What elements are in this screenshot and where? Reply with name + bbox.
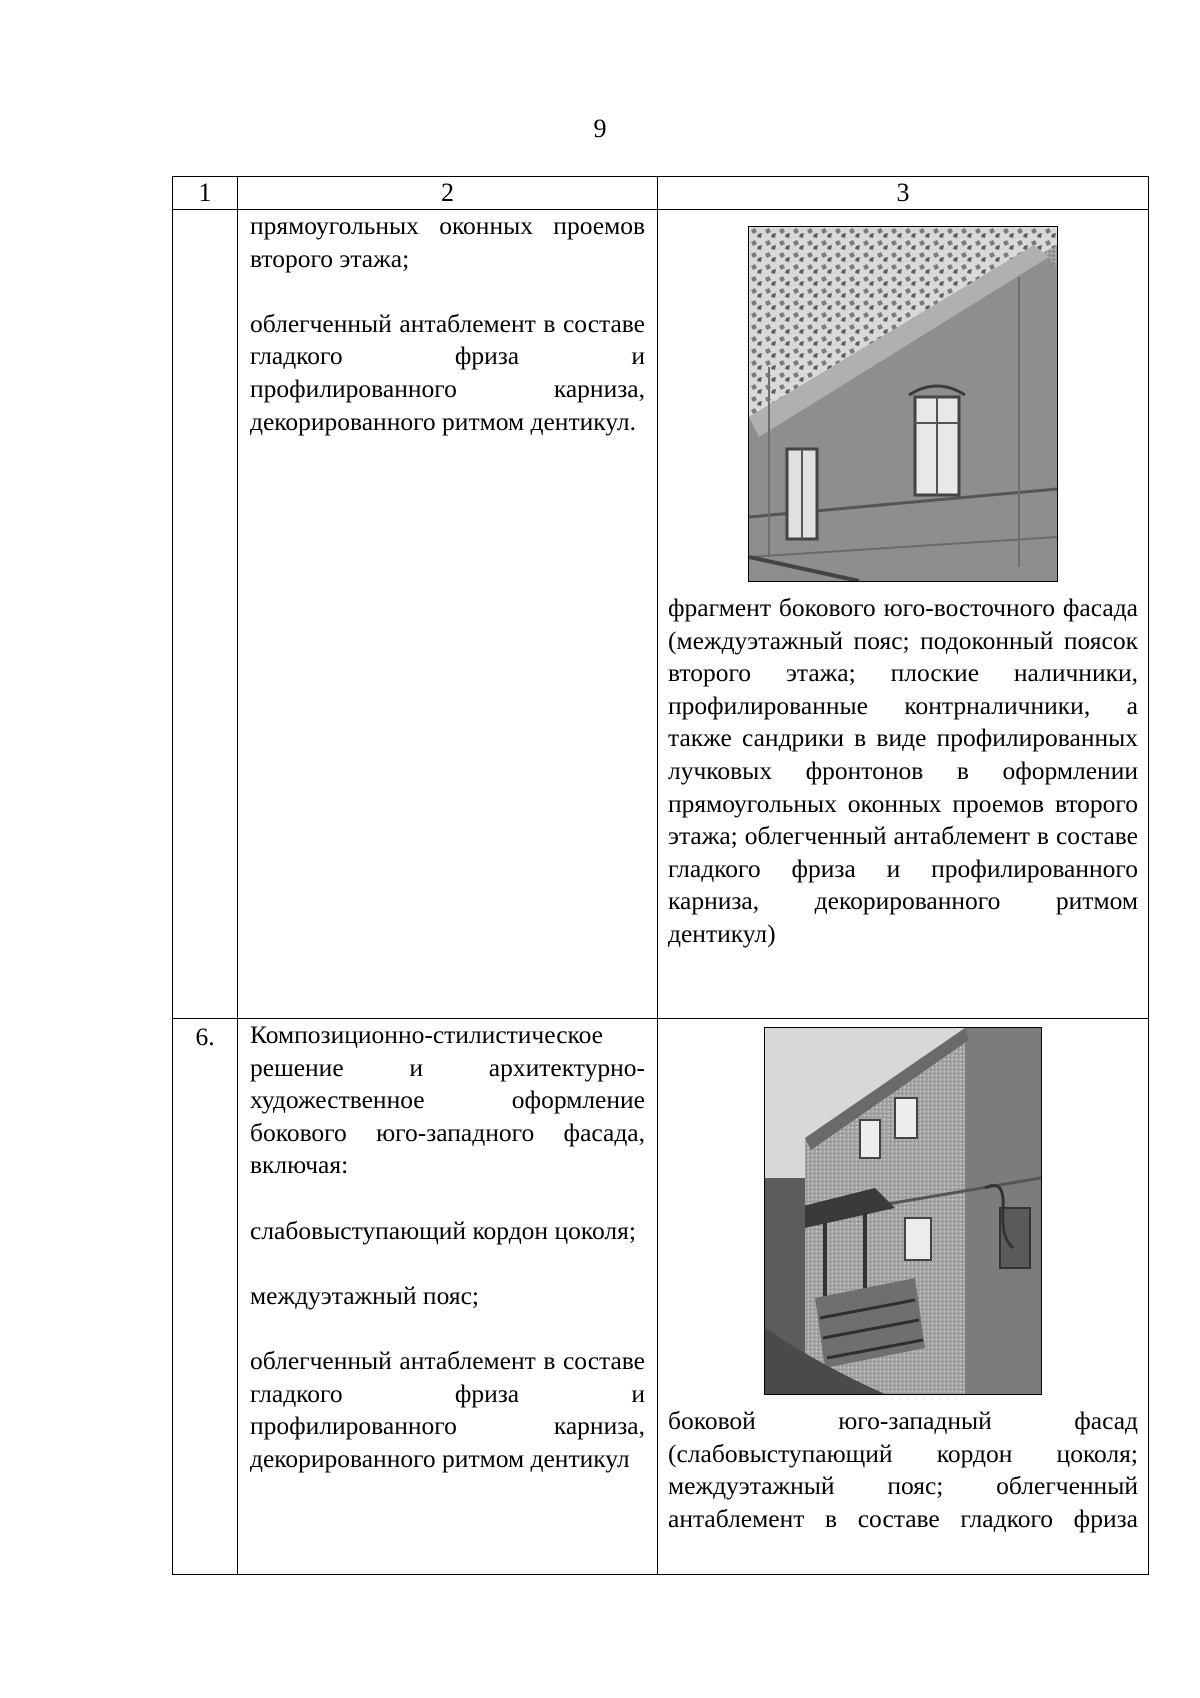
- description-paragraph: прямоугольных оконных проемов второго этажа;: [250, 211, 645, 273]
- row-number: 6.: [173, 1019, 238, 1575]
- photo-caption: боковой юго-западный фасад (слабовыступающий кордон цоколя; междуэтажный пояс; облегченный антаблемент в составе гладкого фриза: [668, 1406, 1138, 1533]
- description-paragraph: Композиционно-стилистическое решение и архитектурно-художественное оформление бокового юго-западного фасада, включая:: [250, 1020, 645, 1180]
- description-paragraph: облегченный антаблемент в составе гладкого фриза и профилированного карниза, декорированного ритмом дентикул.: [250, 308, 645, 436]
- feature-description: [238, 1019, 658, 1575]
- page-number: 9: [593, 114, 607, 143]
- photo-caption: фрагмент бокового юго-восточного фасада (междуэтажный пояс; подоконный поясок второго этажа; плоские наличники, профилированные контрналичники, а также сандрики в виде профилированных лучковых фронтонов в оформлении прямоугольных оконных проемов второго этажа; облегченный антаблемент в составе гладкого фриза и профилированного карниза, декорированного ритмом дентикул): [668, 593, 1138, 948]
- table-row: [173, 1019, 1149, 1575]
- feature-description: [238, 210, 658, 1019]
- table-header-row: [173, 177, 1149, 210]
- photo-cell: [658, 1019, 1149, 1575]
- row-number: [173, 210, 238, 1019]
- description-paragraph: слабовыступающий кордон цоколя;: [250, 1215, 636, 1245]
- table-row: [173, 210, 1149, 1019]
- heritage-features-table: [172, 176, 1149, 1575]
- description-paragraph: междуэтажный пояс;: [250, 1280, 479, 1310]
- description-paragraph: облегченный антаблемент в составе гладкого фриза и профилированного карниза, декорированного ритмом дентикул: [250, 1345, 645, 1473]
- facade-photo: [748, 226, 1058, 582]
- photo-cell: [658, 210, 1149, 1019]
- column-header-2: 2: [238, 177, 658, 210]
- column-header-3: 3: [658, 177, 1149, 210]
- column-header-1: 1: [173, 177, 238, 210]
- facade-photo: [764, 1027, 1042, 1395]
